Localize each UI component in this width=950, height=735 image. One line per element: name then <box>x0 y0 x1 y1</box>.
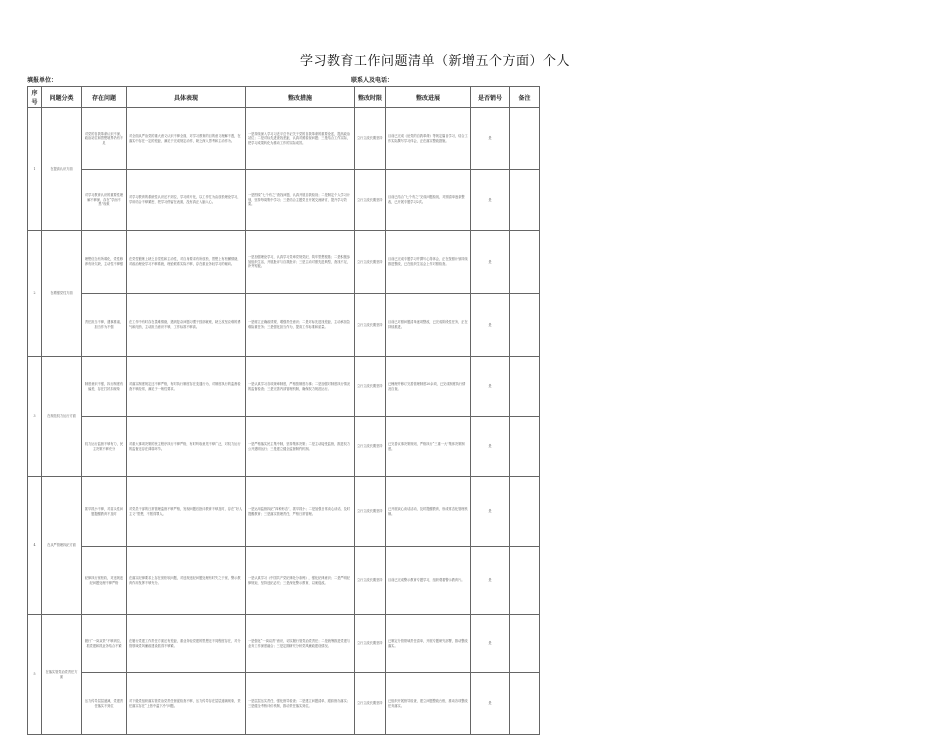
detail-cell: 在履行党建工作责任方面还有差距，重业务轻党建的思想还不同程度存在，对分管领域党风廉政建设抓得不够紧。 <box>127 615 246 673</box>
header-category: 问题分类 <box>42 87 82 108</box>
measure-cell: 一是严格落实民主集中制，坚持集体决策；二是主动接受监督，推进权力公开透明运行；三是建立健全监督制约机制。 <box>246 417 355 477</box>
deadline-cell: 立行立改长期坚持 <box>355 170 386 231</box>
problem-cell: 对党的自我革命认识不深，政治站位和思想境界仍有不足 <box>82 108 127 170</box>
table-row <box>28 294 540 357</box>
detail-cell: 对重大事项决策的民主程序执行不够严格，有时听取意见不够广泛，对权力运行的监督还存在薄弱环节。 <box>127 417 246 477</box>
section-number: 2 <box>28 231 42 357</box>
flag-cell: 是 <box>471 477 510 547</box>
problem-cell: 纪律执行宽松软，对违规违纪问题处理不够严格 <box>82 547 127 615</box>
problem-cell: 履行“一岗双责”不够到位，抓党建和抓业务结合不紧 <box>82 615 127 673</box>
section-number: 5 <box>28 615 42 735</box>
problem-cell: 抓早抓小不够，对苗头性问题提醒教育不及时 <box>82 477 127 547</box>
header-row <box>28 87 540 108</box>
progress-cell: 目前已完成专题学习并撰写心得体会，正在按照计划持续推进整改，已在组织生活会上作对照检查。 <box>386 231 471 294</box>
section-category: 在增强党性方面 <box>42 231 82 357</box>
deadline-cell: 立行立改长期坚持 <box>355 673 386 735</box>
section-number: 1 <box>28 108 42 231</box>
progress-cell: 目前已完成《论党的自我革命》等规定篇目学习，结合工作实际撰写学习体会，正在落实整改措施。 <box>386 108 471 170</box>
section-category: 在落实管党治党责任方面 <box>42 615 82 735</box>
flag-cell: 是 <box>471 108 510 170</box>
deadline-cell: 立行立改长期坚持 <box>355 357 386 417</box>
detail-cell: 在工作中有时存在畏难情绪，遇到复杂问题习惯于按部就班，缺乏攻坚克难的勇气和闯劲，主动担当意识不够，工作标准不够高。 <box>127 294 246 357</box>
deadline-cell: 立行立改长期坚持 <box>355 615 386 673</box>
measure-cell: 一是加强理论学习，认真学习党章党规党纪，筑牢思想根基；二是积极参加组织生活，开展批评与自我批评；三是主动对照先进典型，查找不足，补齐短板。 <box>246 231 355 294</box>
table-row <box>28 547 540 615</box>
sheet-title: 学习教育工作问题清单（新增五个方面）个人 <box>299 54 570 69</box>
progress-cell: 已制定分管领域责任清单，开展专题研究部署，推动整改落实。 <box>386 615 471 673</box>
header-flag: 是否销号 <box>471 87 510 108</box>
table-row <box>28 108 540 170</box>
deadline-cell: 立行立改长期坚持 <box>355 294 386 357</box>
measure-cell: 一是强化“一岗双责”意识，切实履行管党治党责任；二是统筹推进党建与业务工作深度融合；三是定期研究分析党风廉政建设情况。 <box>246 615 355 673</box>
section-category: 在规范权力运行方面 <box>42 357 82 477</box>
table-row <box>28 673 540 735</box>
note-cell <box>510 231 540 294</box>
measure-cell: 一是树立正确政绩观，增强责任意识；二是对标先进找差距，主动承担急难险重任务；三是强化担当作为，提高工作标准和质量。 <box>246 294 355 357</box>
note-cell <box>510 547 540 615</box>
deadline-cell: 立行立改长期坚持 <box>355 417 386 477</box>
detail-cell: 对全面从严治党的重大意义认识不够全面，对学习教育的目的意义理解不透，在落实中存在一定的差距，满足于完成规定动作，缺乏深入思考和主动作为。 <box>127 108 246 170</box>
problem-cell: 理想信念有所弱化，党性修养有所欠缺，主动性不够强 <box>82 231 127 294</box>
progress-cell: 目前已对照问题清单逐项整改，已完成阶段性任务，正在持续推进。 <box>386 294 471 357</box>
progress-cell: 已组织开展督导检查，建立问题整改台账，推动各项整改任务落实。 <box>386 673 471 735</box>
measure-cell: 一是认真学习各项规章制度，严格按制度办事；二是加强对制度执行情况的监督检查；三是完善内部管理机制，确保权力规范运行。 <box>246 357 355 417</box>
header-progress: 整改进展 <box>386 87 471 108</box>
note-cell <box>510 615 540 673</box>
flag-cell: 是 <box>471 547 510 615</box>
contact-label: 联系人及电话： <box>351 77 394 84</box>
header-deadline: 整改时限 <box>355 87 386 108</box>
problem-cell: 压力传导层层递减，党建责任落实不到位 <box>82 673 127 735</box>
table-row <box>28 357 540 417</box>
measure-cell: 一是认真学习《中国共产党纪律处分条例》，强化纪律意识；二是严明纪律规矩，坚持违纪必究；三是深化警示教育，以案促改。 <box>246 547 355 615</box>
note-cell <box>510 108 540 170</box>
deadline-cell: 立行立改长期坚持 <box>355 231 386 294</box>
header-measure: 整改措施 <box>246 87 355 108</box>
progress-cell: 已梳理并修订完善管理制度20余项，已完成制度执行情况自查。 <box>386 357 471 417</box>
table-row <box>28 477 540 547</box>
deadline-cell: 立行立改长期坚持 <box>355 547 386 615</box>
measure-cell: 一是层层压实责任，强化督导检查；二是建立问题清单，跟踪督办落实；三是健全考核评价机制，推动责任落实到位。 <box>246 673 355 735</box>
flag-cell: 是 <box>471 231 510 294</box>
progress-cell: 目前已完成警示教育专题学习，组织观看警示教育片。 <box>386 547 471 615</box>
section-number: 4 <box>28 477 42 615</box>
header-note: 备注 <box>510 87 540 108</box>
flag-cell: 是 <box>471 615 510 673</box>
section-number: 3 <box>28 357 42 477</box>
measure-cell: 一是运用监督执纪“四种形态”，抓早抓小；二是加强日常谈心谈话，及时提醒教育；三是落实管理责任，严格日常管理。 <box>246 477 355 547</box>
flag-cell: 是 <box>471 417 510 477</box>
detail-cell: 对学习教育的系统性认识还不到位，学习碎片化，以工作忙为由放松理论学习，学用结合不够紧密，把学习停留在表面，没有真正入脑入心。 <box>127 170 246 231</box>
note-cell <box>510 170 540 231</box>
detail-cell: 对党员干部的日常管理监督不够严格，发现问题后批评教育不够及时，存在“好人主义”思想，不愿得罪人。 <box>127 477 246 547</box>
table-row <box>28 231 540 294</box>
problem-cell: 责任担当不够，遇事推诿，担当作为不强 <box>82 294 127 357</box>
note-cell <box>510 357 540 417</box>
flag-cell: 是 <box>471 294 510 357</box>
note-cell <box>510 477 540 547</box>
progress-cell: 已完善议事决策规则，严格执行“三重一大”集体决策制度。 <box>386 417 471 477</box>
deadline-cell: 立行立改长期坚持 <box>355 477 386 547</box>
flag-cell: 是 <box>471 673 510 735</box>
header-problem: 存在问题 <box>82 87 127 108</box>
detail-cell: 对落实制度规定还不够严格，有时执行制度存在变通行为，对制度执行的监督检查不够经常，满足于一般性要求。 <box>127 357 246 417</box>
table-row <box>28 417 540 477</box>
section-category: 在从严管理执纪方面 <box>42 477 82 615</box>
header-detail: 具体表现 <box>127 87 246 108</box>
problem-cell: 对学习教育认识的重要性理解不够深，存在“学而不思”现象 <box>82 170 127 231</box>
header-no: 序号 <box>28 87 42 108</box>
deadline-cell: 立行立改长期坚持 <box>355 108 386 170</box>
progress-cell: 目前已结合“七个有之”完成问题检视，对照清单逐条整改，已开展专题学习2次。 <box>386 170 471 231</box>
measure-cell: 一是围绕“七个有之”查找问题，认真开展自我检视；二是制定个人学习计划，坚持每周集中学习；三是结合主题党日开展交流研讨，提升学习效果。 <box>246 170 355 231</box>
measure-cell: 一是持续深入学习习近平总书记关于党的自我革命的重要论述，提高政治站位；二是对标先进查找差距，认真对照检视问题；三是结合工作实际，把学习成果转化为推动工作的实际成效。 <box>246 108 355 170</box>
detail-cell: 在党性锻炼上缺乏自觉性和主动性，对自身要求有所放松，思想上有松懈情绪，对政治理论学习不够系统，理论联系实际不够，存在重业务轻学习的倾向。 <box>127 231 246 294</box>
issue-list-table <box>27 86 540 735</box>
note-cell <box>510 294 540 357</box>
table-row <box>28 615 540 673</box>
detail-cell: 对下级党组织落实管党治党责任督促检查不够，压力传导存在层层递减现象，责任落实存在“上热中温下冷”问题。 <box>127 673 246 735</box>
detail-cell: 在落实纪律要求上存在宽松软问题，对违规违纪问题处理有时失之于宽，警示教育作用发挥不够充分。 <box>127 547 246 615</box>
note-cell <box>510 673 540 735</box>
note-cell <box>510 417 540 477</box>
flag-cell: 是 <box>471 357 510 417</box>
table-row <box>28 170 540 231</box>
section-category: 在提高认识方面 <box>42 108 82 231</box>
progress-cell: 已开展谈心谈话活动，及时提醒教育，形成常态化管理机制。 <box>386 477 471 547</box>
unit-label: 填报单位： <box>27 77 58 84</box>
flag-cell: 是 <box>471 170 510 231</box>
problem-cell: 权力运行监督不够有力，民主决策不够充分 <box>82 417 127 477</box>
problem-cell: 制度意识不强，执行制度有偏差，存在打折扣现象 <box>82 357 127 417</box>
